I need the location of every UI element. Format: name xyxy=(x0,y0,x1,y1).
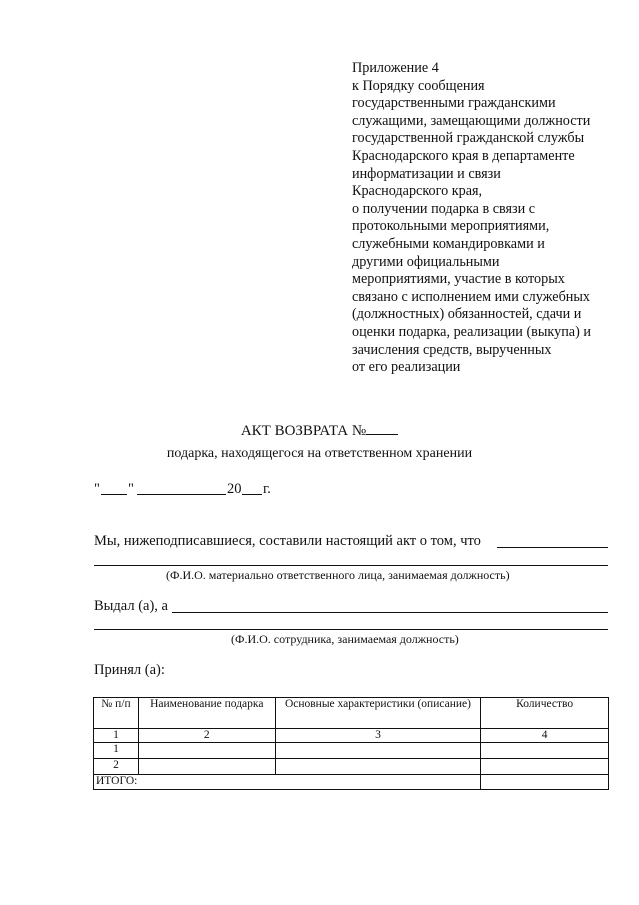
header-name: Наименование подарка xyxy=(138,698,275,729)
act-subtitle: подарка, находящегося на ответственном хранении xyxy=(166,446,473,461)
appendix-line: другими официальными xyxy=(352,253,500,270)
appendix-note xyxy=(352,60,622,377)
header-characteristics: Основные характеристики (описание) xyxy=(275,698,481,729)
appendix-line: Краснодарского края, xyxy=(352,183,483,200)
appendix-line: оценки подарка, реализации (выкупа) и xyxy=(352,323,591,340)
table-row: 2 xyxy=(94,759,609,775)
appendix-line: связано с исполнением ими служебных xyxy=(352,288,591,305)
appendix-line: (должностных) обязанностей, сдачи и xyxy=(352,306,582,323)
employee-caption: (Ф.И.О. сотрудника, занимаемая должность) xyxy=(231,632,459,646)
appendix-line: протокольными мероприятиями, xyxy=(352,218,550,235)
appendix-line: мероприятиями, участие в которых xyxy=(352,271,565,288)
appendix-line: Приложение 4 xyxy=(352,60,439,76)
total-row xyxy=(94,775,609,790)
act-title: АКТ ВОЗВРАТА № xyxy=(0,423,639,440)
total-label: ИТОГО: xyxy=(94,775,481,790)
gifts-table xyxy=(93,697,609,790)
appendix-line: о получении подарка в связи с xyxy=(352,200,536,217)
received-label: Принял (а): xyxy=(94,662,165,678)
issued-label: Выдал (а), а xyxy=(94,598,168,614)
date-month-blank xyxy=(137,494,226,495)
responsible-person-line xyxy=(94,565,608,566)
date-year-suffix: г. xyxy=(263,481,271,497)
appendix-line: зачисления средств, вырученных xyxy=(352,341,552,358)
header-number: № п/п xyxy=(94,698,139,729)
date-year-blank xyxy=(242,494,262,495)
appendix-line: государственной гражданской службы xyxy=(352,130,585,147)
date-day-blank xyxy=(101,494,127,495)
employee-line xyxy=(94,629,608,630)
issued-blank xyxy=(172,612,608,613)
responsible-caption: (Ф.И.О. материально ответственного лица, занимаемая должность) xyxy=(166,568,510,582)
appendix-line: от его реализации xyxy=(352,359,461,376)
date-year-prefix: 20 xyxy=(227,481,242,497)
statement-blank xyxy=(497,547,608,548)
statement-text: Мы, нижеподписавшиеся, составили настоящий акт о том, что xyxy=(94,533,481,549)
appendix-line: Краснодарского края в департаменте xyxy=(352,147,575,164)
appendix-line: информатизации и связи xyxy=(352,165,501,182)
date-quote-close: " xyxy=(128,481,134,497)
appendix-line: служащими, замещающими должности xyxy=(352,112,591,129)
table-row: 1 xyxy=(94,743,609,759)
table-header-row xyxy=(94,698,609,729)
appendix-line: служебными командировками и xyxy=(352,235,545,252)
column-number-row: 1 2 3 4 xyxy=(94,729,609,743)
date-quote-open: " xyxy=(94,481,100,497)
appendix-line: государственными гражданскими xyxy=(352,95,556,112)
appendix-line: к Порядку сообщения xyxy=(352,77,485,94)
header-quantity: Количество xyxy=(481,698,609,729)
